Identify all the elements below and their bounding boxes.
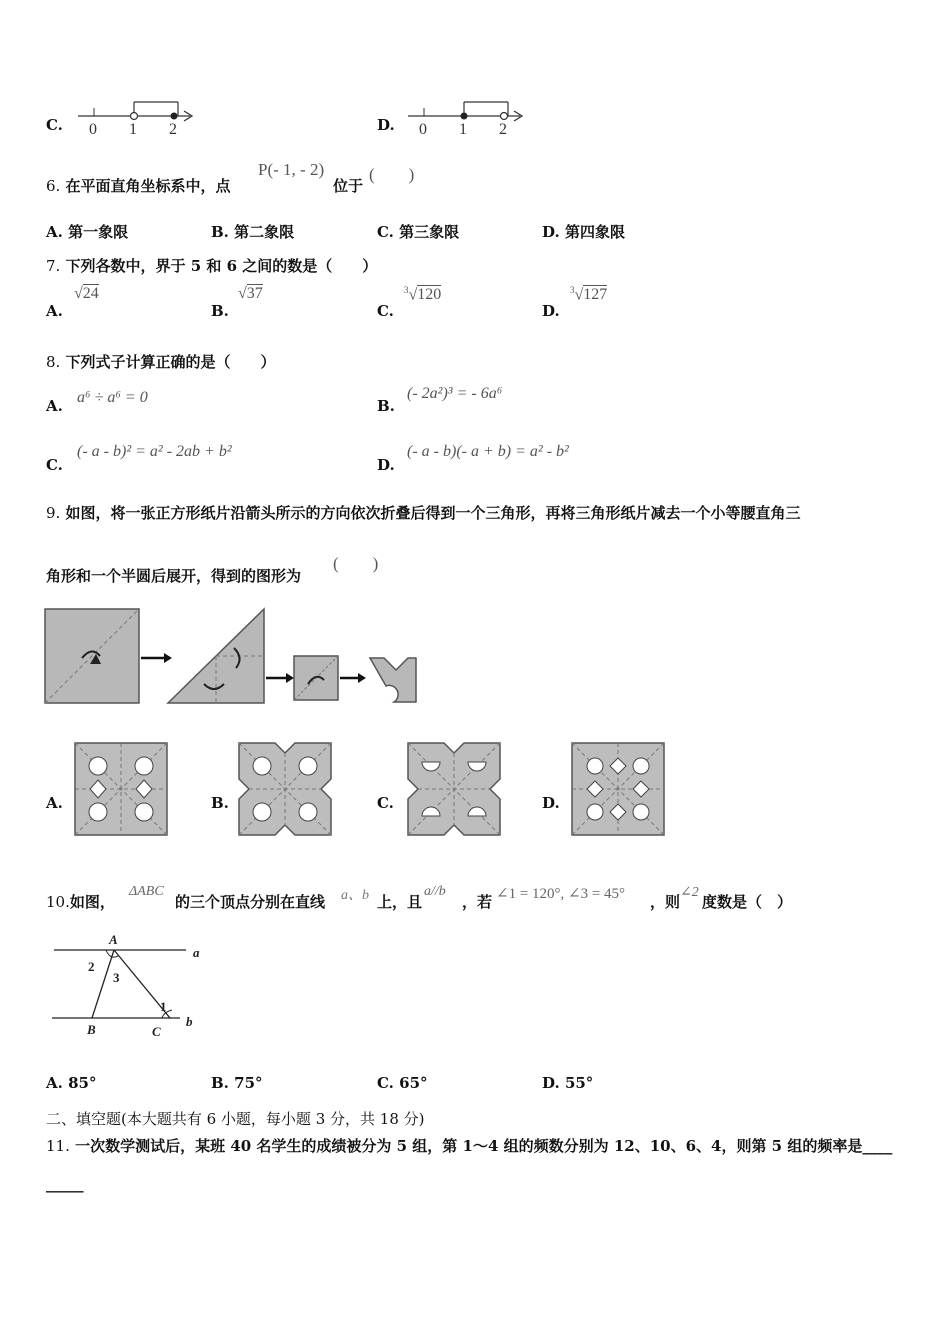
- label-a-vertex: A: [109, 932, 118, 947]
- cut-shape: [370, 658, 416, 702]
- question-10-text4: ，若: [462, 893, 493, 911]
- question-8: 8. 下列式子计算正确的是（ ）: [46, 353, 276, 371]
- q8-option-d-expr: (- a - b)(- a + b) = a² - b²: [407, 443, 569, 460]
- folding-sequence-figure: [44, 606, 418, 706]
- sqrt-icon: √: [74, 285, 83, 302]
- answer-paren: ( ): [333, 554, 379, 573]
- q9-option-a-figure[interactable]: [74, 742, 168, 836]
- q7-option-b-value: √37: [238, 285, 263, 302]
- number-line-d: [402, 96, 532, 138]
- question-6: [46, 175, 231, 196]
- tick-1: 1: [129, 121, 137, 138]
- option-c-label: C.: [46, 116, 63, 134]
- section-title: 二、填空题(本大题共有 6 小题，每小题 3 分，共 18 分): [46, 1110, 425, 1128]
- q8-option-c-label[interactable]: C.: [46, 456, 63, 474]
- q10-option-d[interactable]: D. 55°: [542, 1074, 594, 1092]
- q8-option-a-label[interactable]: A.: [46, 397, 63, 415]
- point-p: P(- 1, - 2): [258, 160, 325, 179]
- cbrt-icon: √: [408, 286, 418, 304]
- tick-0: 0: [419, 121, 427, 138]
- q8-option-d-label[interactable]: D.: [377, 456, 395, 474]
- q10-option-a[interactable]: A. 85°: [46, 1074, 97, 1092]
- q6-option-d[interactable]: D. 第四象限: [542, 223, 625, 241]
- angle-2: ∠2: [680, 885, 699, 900]
- number-line-c: [72, 96, 202, 138]
- question-10-text2: 的三个顶点分别在直线: [175, 893, 326, 911]
- sqrt-icon: √: [238, 285, 247, 302]
- label-angle-2: 2: [88, 959, 95, 974]
- q8-option-b-label[interactable]: B.: [377, 397, 395, 415]
- q10-option-c[interactable]: C. 65°: [377, 1074, 428, 1092]
- q9-option-d-figure[interactable]: [571, 742, 665, 836]
- question-11: 11. 一次数学测试后，某班 40 名学生的成绩被分为 5 组，第 1～4 组的频数分别为 12、10、6、4，则第 5 组的频率是____: [46, 1137, 893, 1155]
- q8-option-b-expr: (- 2a²)³ = - 6a⁶: [407, 385, 503, 402]
- q6-option-c[interactable]: C. 第三象限: [377, 223, 460, 241]
- question-9-line1: 9. 如图，将一张正方形纸片沿箭头所示的方向依次折叠后得到一个三角形，再将三角形纸片减去一个小等腰直角三: [46, 504, 801, 522]
- q8-option-a-expr: a⁶ ÷ a⁶ = 0: [77, 389, 148, 406]
- q7-option-a-label[interactable]: A.: [46, 302, 63, 320]
- q6-option-b[interactable]: B. 第二象限: [211, 223, 295, 241]
- q9-option-b-label[interactable]: B.: [211, 794, 229, 812]
- label-b-vertex: B: [87, 1022, 96, 1037]
- option-d-label: D.: [377, 116, 395, 134]
- question-6-tail: 位于: [333, 177, 364, 195]
- q9-option-c-label[interactable]: C.: [377, 794, 394, 812]
- triangle-abc: ΔABC: [129, 884, 164, 899]
- q7-option-d-value: $^3$√127: [570, 285, 608, 304]
- q9-option-b-figure[interactable]: [238, 742, 332, 836]
- question-number: 6.: [46, 177, 61, 195]
- label-line-a: a: [193, 945, 200, 960]
- cbrt-icon: √: [574, 286, 584, 304]
- given-angles: ∠1 = 120°, ∠3 = 45°: [496, 886, 626, 902]
- tick-2: 2: [499, 121, 507, 138]
- answer-paren: ( ): [369, 165, 415, 184]
- parallel-ab: a//b: [424, 884, 446, 899]
- q7-option-a-value: √24: [74, 285, 99, 302]
- lines-ab: a、b: [341, 888, 369, 903]
- question-text: 在平面直角坐标系中，点: [65, 177, 231, 195]
- q7-option-c-label[interactable]: C.: [377, 302, 394, 320]
- q8-option-c-expr: (- a - b)² = a² - 2ab + b²: [77, 443, 232, 460]
- label-line-b: b: [186, 1014, 193, 1029]
- q7-option-c-value: $^3$√120: [404, 285, 442, 304]
- triangle-parallel-lines-figure: [50, 930, 210, 1040]
- question-10: 10.如图，: [46, 893, 115, 911]
- label-angle-1: 1: [160, 999, 167, 1014]
- q7-option-b-label[interactable]: B.: [211, 302, 229, 320]
- q6-option-a[interactable]: A. 第一象限: [46, 223, 129, 241]
- question-10-text3: 上，且: [377, 893, 423, 911]
- q9-option-d-label[interactable]: D.: [542, 794, 560, 812]
- question-10-text6: 度数是（ ）: [702, 893, 793, 911]
- tick-0: 0: [89, 121, 97, 138]
- question-7: 7. 下列各数中，界于 5 和 6 之间的数是（ ）: [46, 257, 378, 275]
- question-10-text5: ，则: [650, 893, 681, 911]
- answer-blank[interactable]: _____: [46, 1175, 84, 1193]
- question-9-line2: 角形和一个半圆后展开，得到的图形为: [46, 567, 302, 585]
- q7-option-d-label[interactable]: D.: [542, 302, 560, 320]
- q9-option-a-label[interactable]: A.: [46, 794, 63, 812]
- label-c-vertex: C: [152, 1024, 161, 1039]
- label-angle-3: 3: [113, 970, 120, 985]
- q10-option-b[interactable]: B. 75°: [211, 1074, 263, 1092]
- tick-2: 2: [169, 121, 177, 138]
- q9-option-c-figure[interactable]: [407, 742, 501, 836]
- tick-1: 1: [459, 121, 467, 138]
